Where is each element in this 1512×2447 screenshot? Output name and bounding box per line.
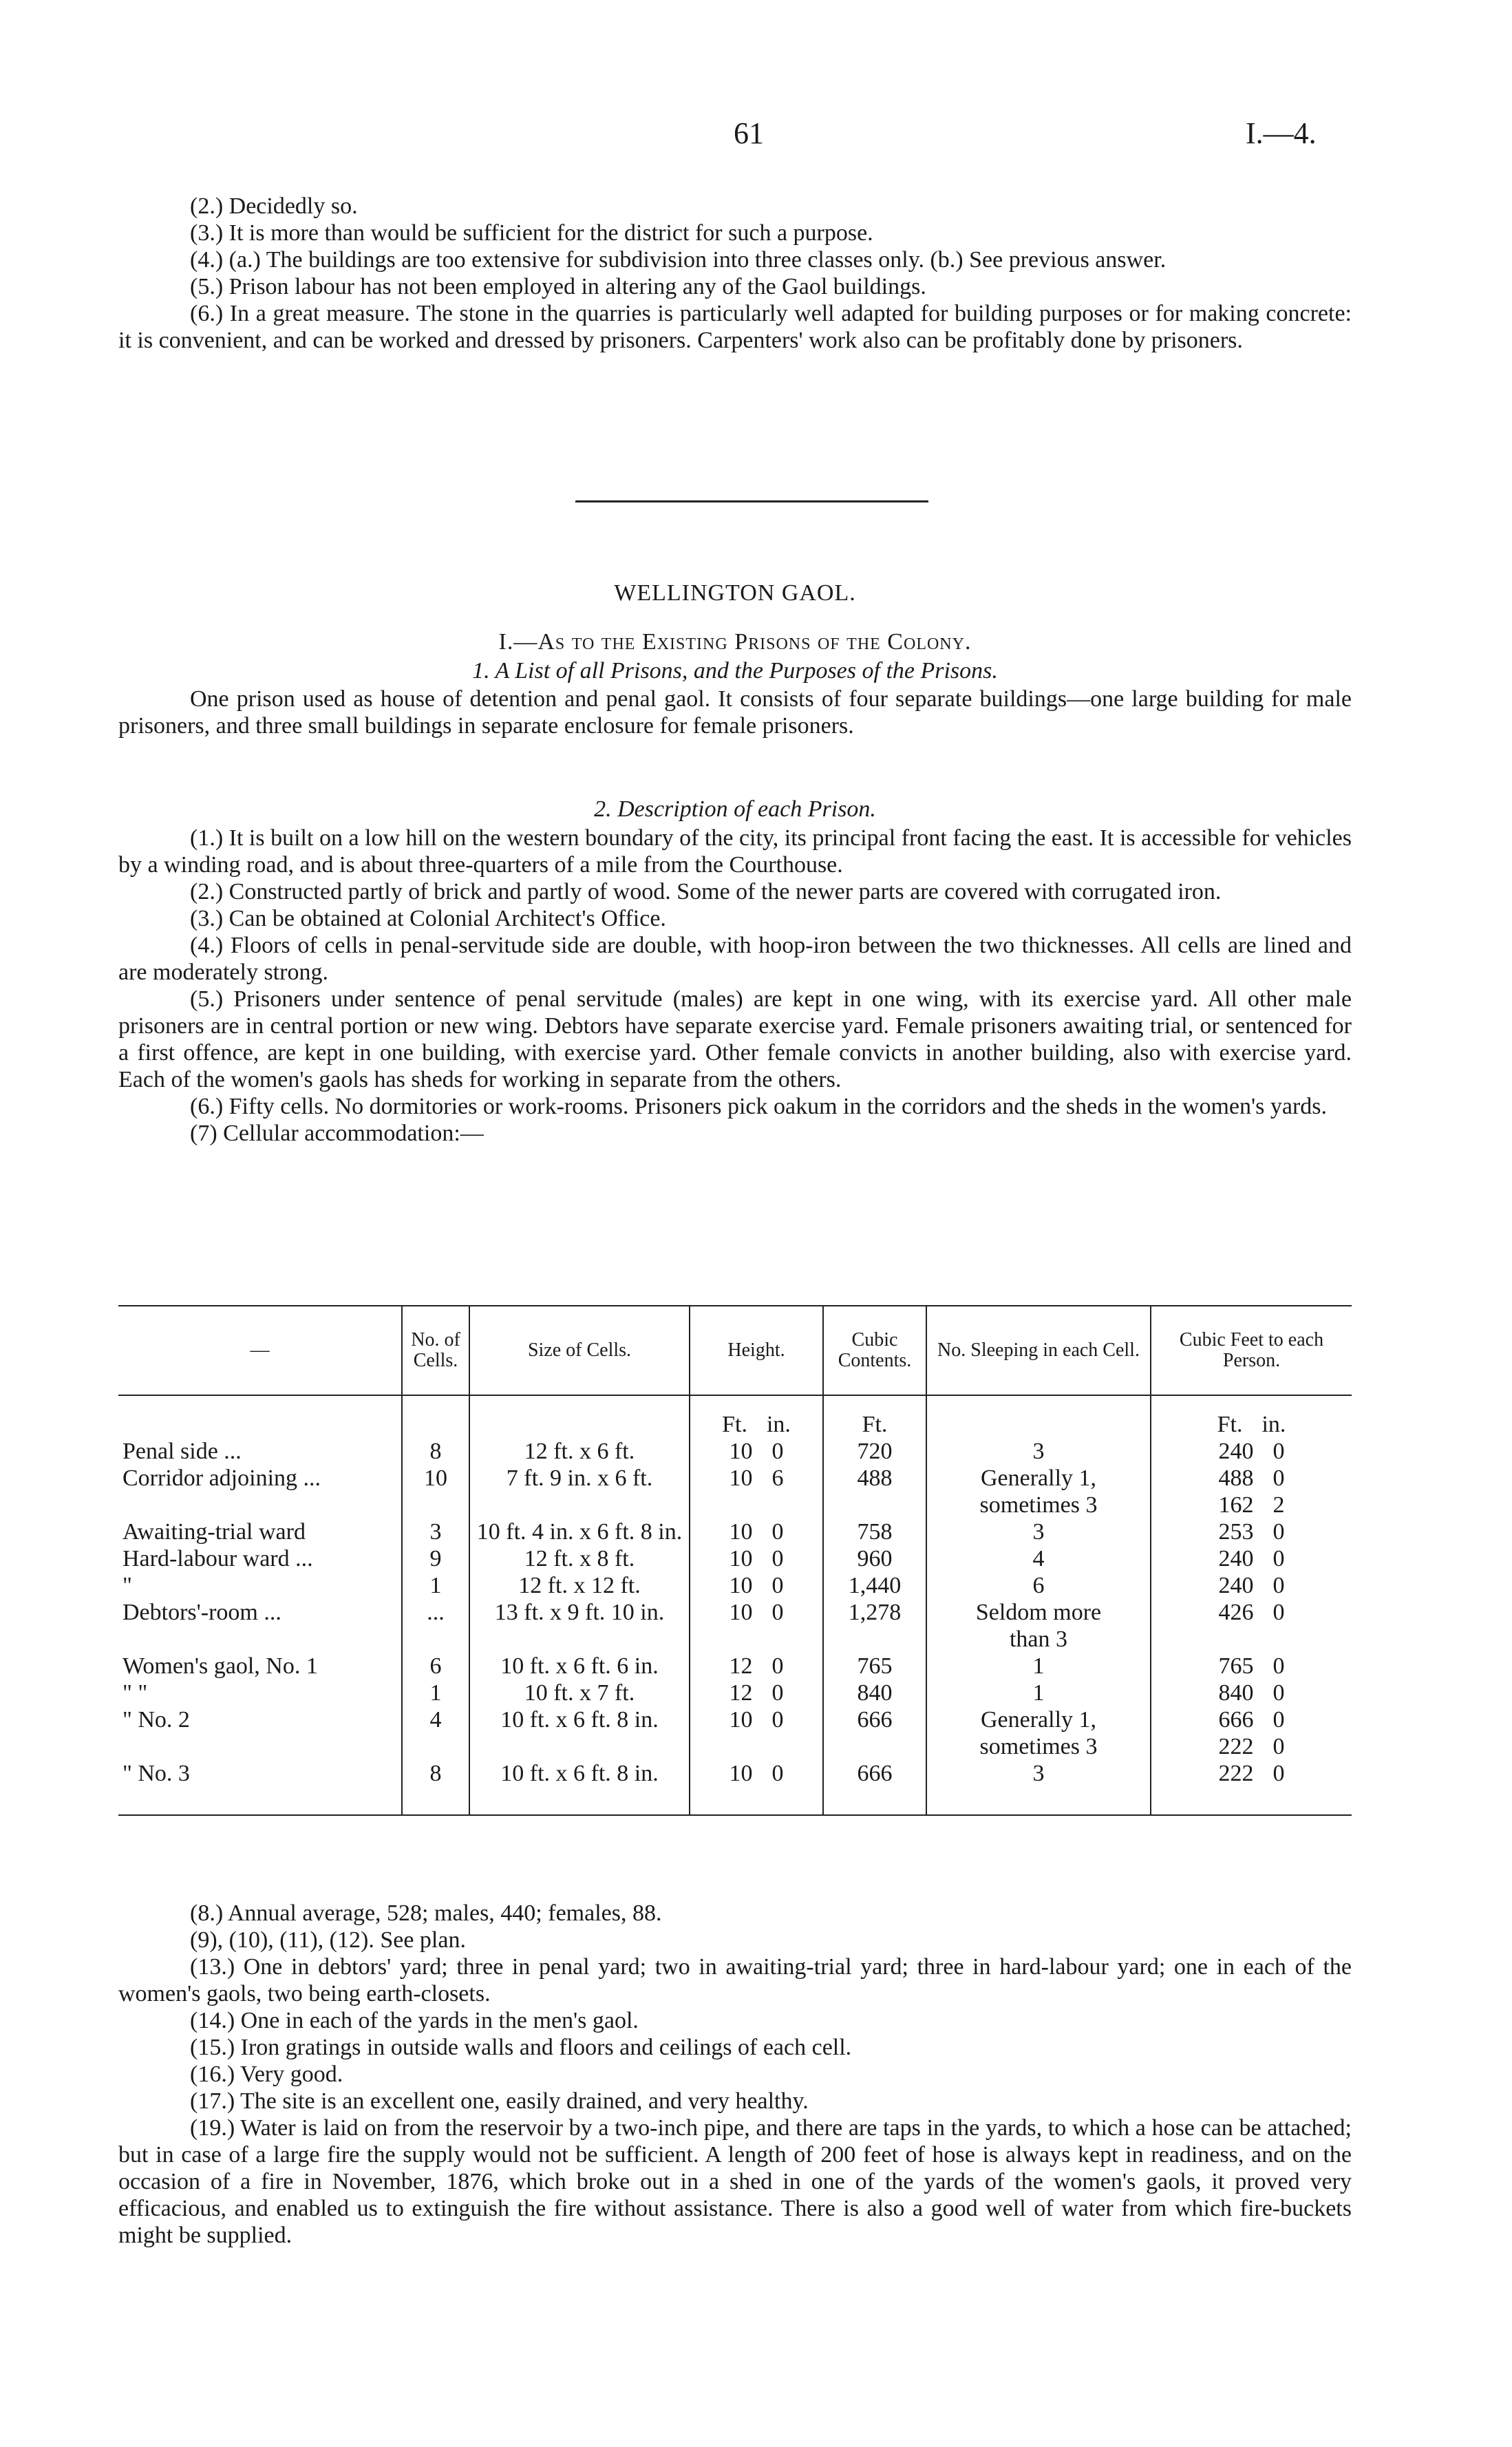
height-feet: 10 (729, 1761, 753, 1786)
table-row (118, 1653, 1352, 1680)
cubic-contents: 666 (823, 1760, 926, 1815)
cubic-contents: 720 (823, 1438, 926, 1465)
height-feet: 10 (729, 1707, 753, 1733)
cubic-feet-per-person (1151, 1653, 1352, 1680)
table-row (118, 1760, 1352, 1815)
unit-label: in. (1261, 1412, 1286, 1437)
table-row (118, 1599, 1352, 1626)
page-number: 61 (734, 116, 764, 150)
height-feet: 10 (729, 1600, 753, 1625)
cell-height (690, 1518, 823, 1545)
cubic-feet-per-person (1151, 1626, 1352, 1653)
cubic-feet-per-person (1151, 1599, 1352, 1626)
height-inches: 0 (771, 1546, 784, 1571)
person-feet: 666 (1218, 1707, 1254, 1733)
cells-count: 1 (402, 1680, 469, 1706)
cubic-contents: 666 (823, 1706, 926, 1733)
cell-size: 10 ft. 4 in. x 6 ft. 8 in. (469, 1518, 690, 1545)
cell-size: 12 ft. x 12 ft. (469, 1572, 690, 1599)
cell-height (690, 1626, 823, 1653)
column-header: Cubic Feet to each Person. (1151, 1306, 1352, 1395)
person-inches: 0 (1273, 1573, 1285, 1598)
answer-paragraph: (16.) Very good. (190, 2062, 343, 2087)
cell-size: 10 ft. x 7 ft. (469, 1680, 690, 1706)
cells-count (402, 1492, 469, 1518)
section-subtitle: I.—As to the Existing Prisons of the Colony. (498, 629, 972, 655)
person-feet: 222 (1218, 1734, 1254, 1759)
cell-size (469, 1733, 690, 1760)
height-inches: 0 (771, 1600, 784, 1625)
cells-count (402, 1626, 469, 1653)
description-paragraph: (4.) Floors of cells in penal-servitude side are double, with hoop-iron between the two thicknesses. All cells are lined and are moderately strong. (118, 933, 1352, 985)
sleeping-per-cell: 1 (926, 1653, 1151, 1680)
person-inches: 0 (1273, 1761, 1285, 1786)
cubic-contents: 960 (823, 1545, 926, 1572)
cell-height (690, 1680, 823, 1706)
sleeping-per-cell: Generally 1, (926, 1706, 1151, 1733)
heading-list-of-prisons: 1. A List of all Prisons, and the Purposes of the Prisons. (472, 658, 998, 684)
description-paragraph: (5.) Prisoners under sentence of penal servitude (males) are kept in one wing, with its exercise yard. All other male prisoners are in central portion or new wing. Debtors have separate exercise yard. Female prisoners awaiting trial, or sentenced for a first offence, are kept in one building, with exercise yard. Other female convicts in another building, also with exercise yard. Each of the women's gaols has sheds for working in separate from the others. (118, 986, 1352, 1092)
height-inches: 0 (771, 1439, 784, 1464)
cell-height (690, 1545, 823, 1572)
height-inches: 6 (771, 1465, 784, 1491)
height-feet: 10 (729, 1519, 753, 1545)
table-row (118, 1572, 1352, 1599)
row-label: Women's gaol, No. 1 (123, 1653, 318, 1679)
cubic-contents (823, 1492, 926, 1518)
row-label: Corridor adjoining ... (123, 1465, 321, 1491)
cubic-feet-per-person (1151, 1733, 1352, 1760)
sleeping-per-cell: sometimes 3 (926, 1492, 1151, 1518)
answer-paragraph: (14.) One in each of the yards in the men's gaol. (190, 2008, 639, 2033)
row-label: " " (123, 1680, 148, 1706)
height-inches: 0 (771, 1519, 784, 1545)
table-row (118, 1438, 1352, 1465)
cells-count: 3 (402, 1518, 469, 1545)
table-row (118, 1733, 1352, 1760)
heading-description: 2. Description of each Prison. (594, 796, 876, 822)
table-row (118, 1545, 1352, 1572)
cell-size: 7 ft. 9 in. x 6 ft. (469, 1465, 690, 1492)
cell-size (469, 1626, 690, 1653)
table-row (118, 1626, 1352, 1653)
cells-count: 8 (402, 1760, 469, 1815)
table-header-row (118, 1306, 1352, 1395)
person-inches: 0 (1273, 1546, 1285, 1571)
person-feet: 240 (1218, 1546, 1254, 1571)
row-label: Awaiting-trial ward (123, 1519, 306, 1545)
answer-paragraph: (13.) One in debtors' yard; three in penal yard; two in awaiting-trial yard; three in hard-labour yard; one in each of the women's gaols, two being earth-closets. (118, 1954, 1352, 2006)
height-feet: 10 (729, 1439, 753, 1464)
description-paragraphs (118, 825, 1352, 1147)
row-label (118, 1492, 402, 1518)
cubic-feet-per-person (1151, 1572, 1352, 1599)
section-title: WELLINGTON GAOL. (614, 580, 856, 606)
row-label: Debtors'-room ... (123, 1600, 281, 1625)
sleeping-per-cell: 3 (926, 1760, 1151, 1815)
cells-count: 6 (402, 1653, 469, 1680)
cell-size (469, 1492, 690, 1518)
row-label (118, 1626, 402, 1653)
after-table-answers (118, 1900, 1352, 2249)
height-feet: 10 (729, 1465, 753, 1491)
unit-label: Ft. (823, 1395, 926, 1438)
row-label (118, 1733, 402, 1760)
cubic-feet-per-person (1151, 1706, 1352, 1733)
cubic-feet-per-person (1151, 1492, 1352, 1518)
column-header: No. Sleeping in each Cell. (926, 1306, 1151, 1395)
height-inches: 0 (771, 1653, 784, 1679)
cell-size: 13 ft. x 9 ft. 10 in. (469, 1599, 690, 1626)
cell-height (690, 1653, 823, 1680)
intro-answers (118, 193, 1352, 354)
cell-height (690, 1465, 823, 1492)
person-inches: 0 (1273, 1707, 1285, 1733)
cubic-feet-per-person (1151, 1465, 1352, 1492)
answer-paragraph: (4.) (a.) The buildings are too extensive for subdivision into three classes only. (b.) See previous answer. (190, 247, 1167, 273)
answer-paragraph: (15.) Iron gratings in outside walls and floors and ceilings of each cell. (190, 2035, 852, 2060)
document-reference: I.—4. (1246, 116, 1317, 150)
row-label: " No. 2 (123, 1707, 190, 1733)
person-feet: 840 (1218, 1680, 1254, 1706)
cubic-contents (823, 1626, 926, 1653)
row-label: " No. 3 (118, 1760, 402, 1815)
height-inches: 0 (771, 1573, 784, 1598)
cell-height (690, 1492, 823, 1518)
cubic-contents: 1,278 (823, 1599, 926, 1626)
height-feet: 12 (729, 1653, 753, 1679)
person-inches: 0 (1273, 1519, 1285, 1545)
height-feet: 12 (729, 1680, 753, 1706)
cell-height (690, 1760, 823, 1815)
sleeping-per-cell: Seldom more (926, 1599, 1151, 1626)
person-inches: 0 (1273, 1734, 1285, 1759)
column-header: — (118, 1306, 402, 1395)
person-feet: 222 (1218, 1761, 1254, 1786)
sleeping-per-cell: 4 (926, 1545, 1151, 1572)
person-feet: 253 (1218, 1519, 1254, 1545)
person-inches: 0 (1273, 1600, 1285, 1625)
description-paragraph: (1.) It is built on a low hill on the western boundary of the city, its principal front facing the east. It is accessible for vehicles by a winding road, and is about three-quarters of a mile from the Courthouse. (118, 825, 1352, 878)
description-paragraph: (6.) Fifty cells. No dormitories or work-rooms. Prisoners pick oakum in the corridors and the sheds in the women's yards. (190, 1094, 1328, 1119)
cubic-feet-per-person (1151, 1760, 1352, 1815)
cubic-contents: 488 (823, 1465, 926, 1492)
cell-height (690, 1599, 823, 1626)
person-inches: 0 (1273, 1465, 1285, 1491)
column-header: Height. (690, 1306, 823, 1395)
answer-paragraph: (19.) Water is laid on from the reservoir by a two-inch pipe, and there are taps in the yards, to which a hose can be attached; but in case of a large fire the supply would not be sufficient. A length of 200 feet of hose is always kept in readiness, and on the occasion of a fire in November, 1876, which broke out in a shed in one of the yards of the women's gaols, it proved very efficacious, and enabled us to extinguish the fire without assistance. There is also a good well of water from which fire-buckets might be supplied. (118, 2115, 1352, 2248)
cubic-contents: 758 (823, 1518, 926, 1545)
person-inches: 0 (1273, 1653, 1285, 1679)
table-row (118, 1706, 1352, 1733)
sleeping-per-cell: 3 (926, 1518, 1151, 1545)
row-label: " (123, 1573, 132, 1598)
cellular-accommodation-table (118, 1305, 1352, 1816)
cell-size: 10 ft. x 6 ft. 8 in. (469, 1706, 690, 1733)
answer-paragraph: (8.) Annual average, 528; males, 440; females, 88. (190, 1900, 662, 1926)
answer-paragraph: (2.) Decidedly so. (190, 193, 358, 219)
cubic-feet-per-person (1151, 1518, 1352, 1545)
answer-paragraph: (9), (10), (11), (12). See plan. (190, 1927, 466, 1953)
prison-list-paragraph: One prison used as house of detention and penal gaol. It consists of four separate buildings—one large building for male prisoners, and three small buildings in separate enclosure for female prisoners. (118, 686, 1352, 739)
cell-height (690, 1706, 823, 1733)
cells-count: ... (402, 1599, 469, 1626)
person-feet: 765 (1218, 1653, 1254, 1679)
cells-count: 9 (402, 1545, 469, 1572)
sleeping-per-cell: 3 (926, 1438, 1151, 1465)
cells-count: 1 (402, 1572, 469, 1599)
column-header: No. of Cells. (402, 1306, 469, 1395)
unit-label: Ft. (1217, 1412, 1243, 1437)
cells-count: 8 (402, 1438, 469, 1465)
cell-size: 12 ft. x 6 ft. (469, 1438, 690, 1465)
sleeping-per-cell: 1 (926, 1680, 1151, 1706)
cell-size: 12 ft. x 8 ft. (469, 1545, 690, 1572)
cubic-feet-per-person (1151, 1545, 1352, 1572)
cell-size: 10 ft. x 6 ft. 6 in. (469, 1653, 690, 1680)
cubic-contents: 840 (823, 1680, 926, 1706)
person-inches: 2 (1273, 1492, 1285, 1518)
table-row (118, 1680, 1352, 1706)
person-inches: 0 (1273, 1680, 1285, 1706)
cell-size: 10 ft. x 6 ft. 8 in. (469, 1760, 690, 1815)
answer-paragraph: (17.) The site is an excellent one, easily drained, and very healthy. (190, 2088, 809, 2114)
sleeping-per-cell: Generally 1, (926, 1465, 1151, 1492)
cubic-contents: 765 (823, 1653, 926, 1680)
person-feet: 162 (1218, 1492, 1254, 1518)
description-paragraph: (3.) Can be obtained at Colonial Architect's Office. (190, 906, 666, 931)
cell-height (690, 1572, 823, 1599)
cells-count (402, 1733, 469, 1760)
units-row (118, 1395, 1352, 1438)
cell-height (690, 1438, 823, 1465)
table-row (118, 1492, 1352, 1518)
sleeping-per-cell: 6 (926, 1572, 1151, 1599)
person-feet: 426 (1218, 1600, 1254, 1625)
sleeping-per-cell: sometimes 3 (926, 1733, 1151, 1760)
answer-paragraph: (5.) Prison labour has not been employed in altering any of the Gaol buildings. (190, 274, 926, 299)
person-feet: 240 (1218, 1573, 1254, 1598)
description-paragraph: (2.) Constructed partly of brick and partly of wood. Some of the newer parts are covered with corrugated iron. (190, 879, 1222, 904)
person-inches: 0 (1273, 1439, 1285, 1464)
sleeping-per-cell: than 3 (926, 1626, 1151, 1653)
person-feet: 488 (1218, 1465, 1254, 1491)
cubic-feet-per-person (1151, 1680, 1352, 1706)
height-feet: 10 (729, 1573, 753, 1598)
cubic-contents: 1,440 (823, 1572, 926, 1599)
description-paragraph: (7) Cellular accommodation:— (190, 1121, 484, 1146)
unit-label: Ft. (722, 1412, 747, 1437)
answer-paragraph: (6.) In a great measure. The stone in the quarries is particularly well adapted for building purposes or for making concrete: it is convenient, and can be worked and dressed by prisoners. Carpenters' work also can be profitably done by prisoners. (118, 301, 1352, 353)
table-row (118, 1518, 1352, 1545)
cells-count: 10 (402, 1465, 469, 1492)
height-inches: 0 (771, 1680, 784, 1706)
row-label: Hard-labour ward ... (123, 1546, 313, 1571)
height-inches: 0 (771, 1761, 784, 1786)
row-label: Penal side ... (123, 1439, 242, 1464)
cells-count: 4 (402, 1706, 469, 1733)
answer-paragraph: (3.) It is more than would be sufficient for the district for such a purpose. (190, 220, 873, 246)
unit-label: in. (766, 1412, 791, 1437)
cubic-feet-per-person (1151, 1438, 1352, 1465)
column-header: Size of Cells. (469, 1306, 690, 1395)
table-row (118, 1465, 1352, 1492)
person-feet: 240 (1218, 1439, 1254, 1464)
cubic-contents (823, 1733, 926, 1760)
section-divider (575, 500, 928, 502)
column-header: Cubic Contents. (823, 1306, 926, 1395)
height-feet: 10 (729, 1546, 753, 1571)
height-inches: 0 (771, 1707, 784, 1733)
cell-height (690, 1733, 823, 1760)
